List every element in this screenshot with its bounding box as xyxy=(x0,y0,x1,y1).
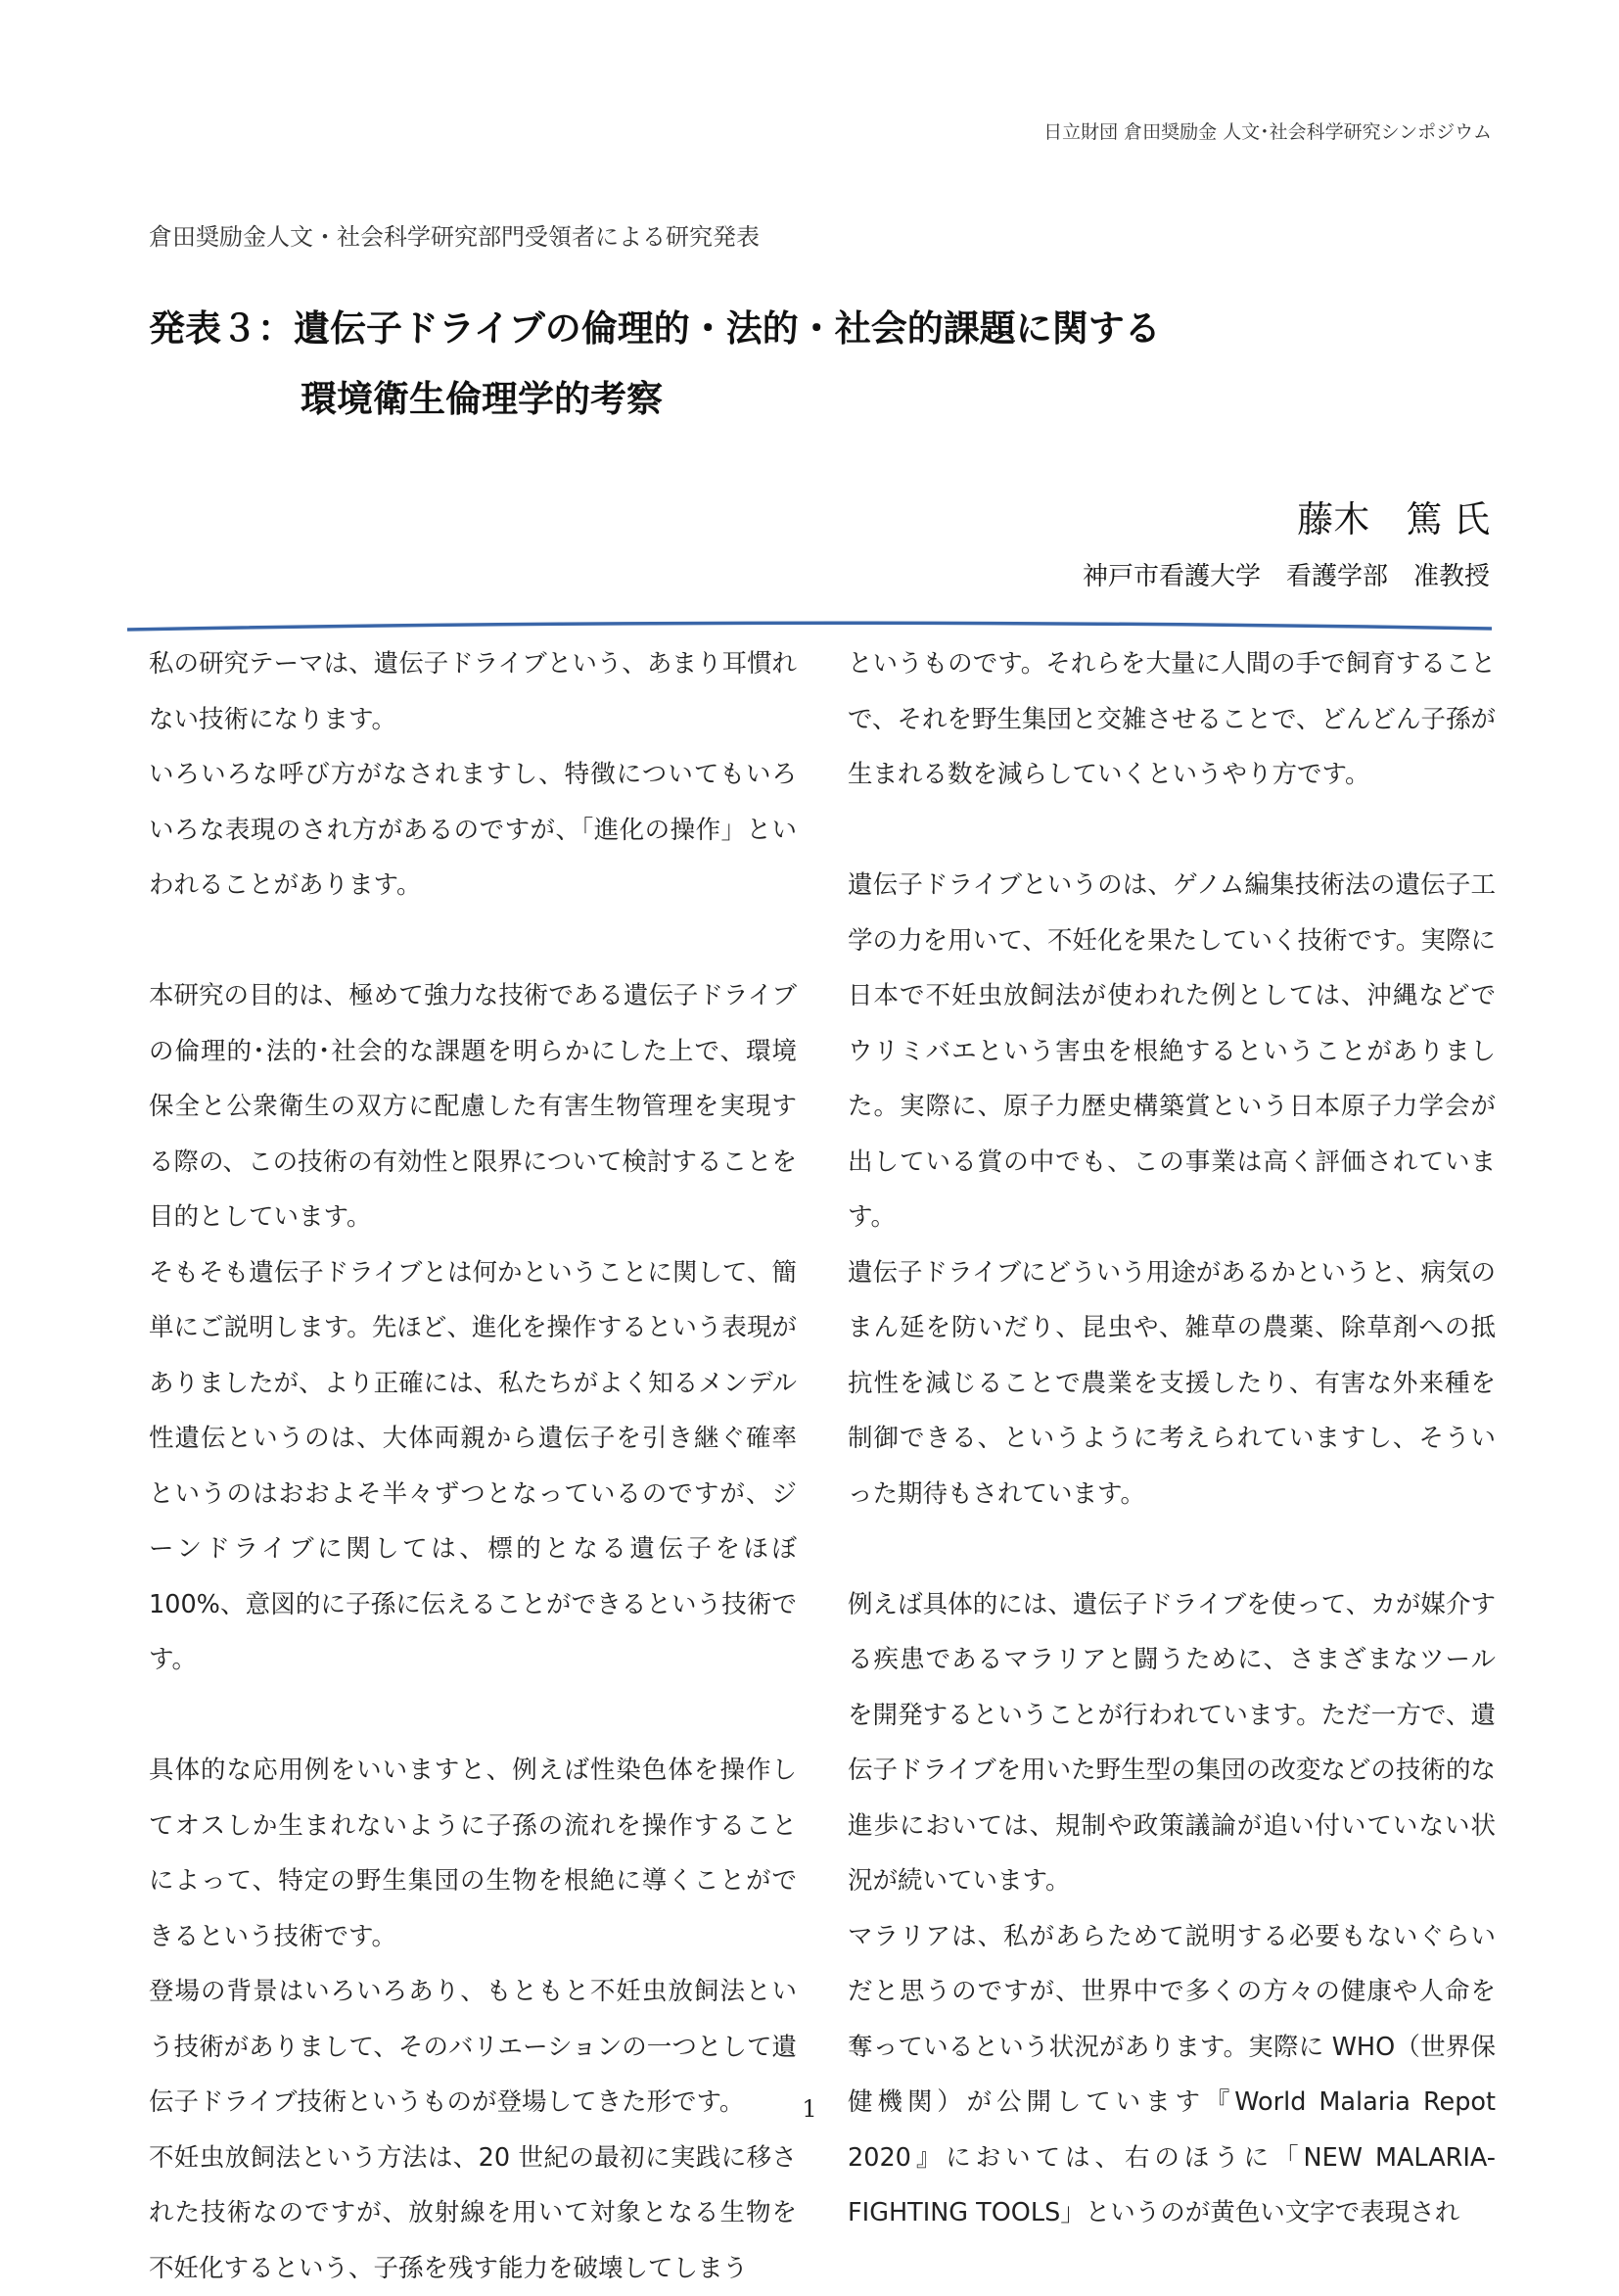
header-divider xyxy=(127,619,1492,634)
paragraph: 不妊虫放飼法という方法は、20 世紀の最初に実践に移された技術なのですが、放射線を用いて対象となる生物を不妊化するという、子孫を残す能力を破壊してしまう xyxy=(149,2131,797,2296)
paragraph: 遺伝子ドライブというのは、ゲノム編集技術法の遺伝子工学の力を用いて、不妊化を果たしていく技術です。実際に日本で不妊虫放飼法が使われた例としては、沖縄などでウリミバエという害虫を根絶するということがありました。実際に、原子力歴史構築賞という日本原子力学会が出している賞の中でも、この事業は高く評価されています。 xyxy=(848,858,1496,1245)
body-column-left xyxy=(149,636,797,2296)
paragraph: マラリアは、私があらためて説明する必要もないぐらいだと思うのですが、世界中で多くの方々の健康や人命を奪っているという状況があります。実際に WHO（世界保健機関）が公開しています『World Malaria Repot 2020』においては、右のほうに「NEW MALARIA-FIGHTING TOOLS」というのが黄色い文字で表現され xyxy=(848,1909,1496,2241)
author-affiliation: 神戸市看護大学 看護学部 准教授 xyxy=(1083,556,1490,592)
title-line-1: 発表３：遺伝子ドライブの倫理的・法的・社会的課題に関する xyxy=(149,294,1161,364)
presentation-title xyxy=(149,294,1161,435)
paragraph: 本研究の目的は、極めて強力な技術である遺伝子ドライブの倫理的･法的･社会的な課題を明らかにした上で、環境保全と公衆衛生の双方に配慮した有害生物管理を実現する際の、この技術の有効性と限界について検討することを目的としています。 xyxy=(149,968,797,1245)
paragraph: 登場の背景はいろいろあり、もともと不妊虫放飼法という技術がありまして、そのバリエーションの一つとして遺伝子ドライブ技術というものが登場してきた形です。 xyxy=(149,1964,797,2131)
paragraph: そもそも遺伝子ドライブとは何かということに関して、簡単にご説明します。先ほど、進化を操作するという表現がありましたが、より正確には、私たちがよく知るメンデル性遺伝というのは、大体両親から遺伝子を引き継ぐ確率というのはおおよそ半々ずつとなっているのですが、ジーンドライブに関しては、標的となる遺伝子をほぼ 100%、意図的に子孫に伝えることができるという技術です。 xyxy=(149,1245,797,1688)
title-line-2: 環境衛生倫理学的考察 xyxy=(149,364,1161,435)
paragraph: 私の研究テーマは、遺伝子ドライブという、あまり耳慣れない技術になります。 xyxy=(149,636,797,747)
running-header: 日立財団 倉田奨励金 人文･社会科学研究シンポジウム xyxy=(1043,117,1492,144)
paragraph: 例えば具体的には、遺伝子ドライブを使って、カが媒介する疾患であるマラリアと闘うために、さまざまなツールを開発するということが行われています。ただ一方で、遺伝子ドライブを用いた野生型の集団の改変などの技術的な進歩においては、規制や政策議論が追い付いていない状況が続いています。 xyxy=(848,1577,1496,1909)
page-number: 1 xyxy=(0,2095,1619,2123)
body-column-right xyxy=(848,636,1496,2241)
paragraph: 遺伝子ドライブにどういう用途があるかというと、病気のまん延を防いだり、昆虫や、雑草の農薬、除草剤への抵抗性を減じることで農業を支援したり、有害な外来種を制御できる、というように考えられていますし、そういった期待もされています。 xyxy=(848,1245,1496,1523)
paragraph: 具体的な応用例をいいますと、例えば性染色体を操作してオスしか生まれないように子孫の流れを操作することによって、特定の野生集団の生物を根絶に導くことができるという技術です。 xyxy=(149,1743,797,1964)
section-subtitle: 倉田奨励金人文・社会科学研究部門受領者による研究発表 xyxy=(149,217,760,252)
paragraph: いろいろな呼び方がなされますし、特徴についてもいろいろな表現のされ方があるのですが、「進化の操作」といわれることがあります。 xyxy=(149,747,797,914)
paragraph: というものです。それらを大量に人間の手で飼育することで、それを野生集団と交雑させることで、どんどん子孫が生まれる数を減らしていくというやり方です。 xyxy=(848,636,1496,803)
author-name: 藤木 篤 氏 xyxy=(1297,490,1490,542)
